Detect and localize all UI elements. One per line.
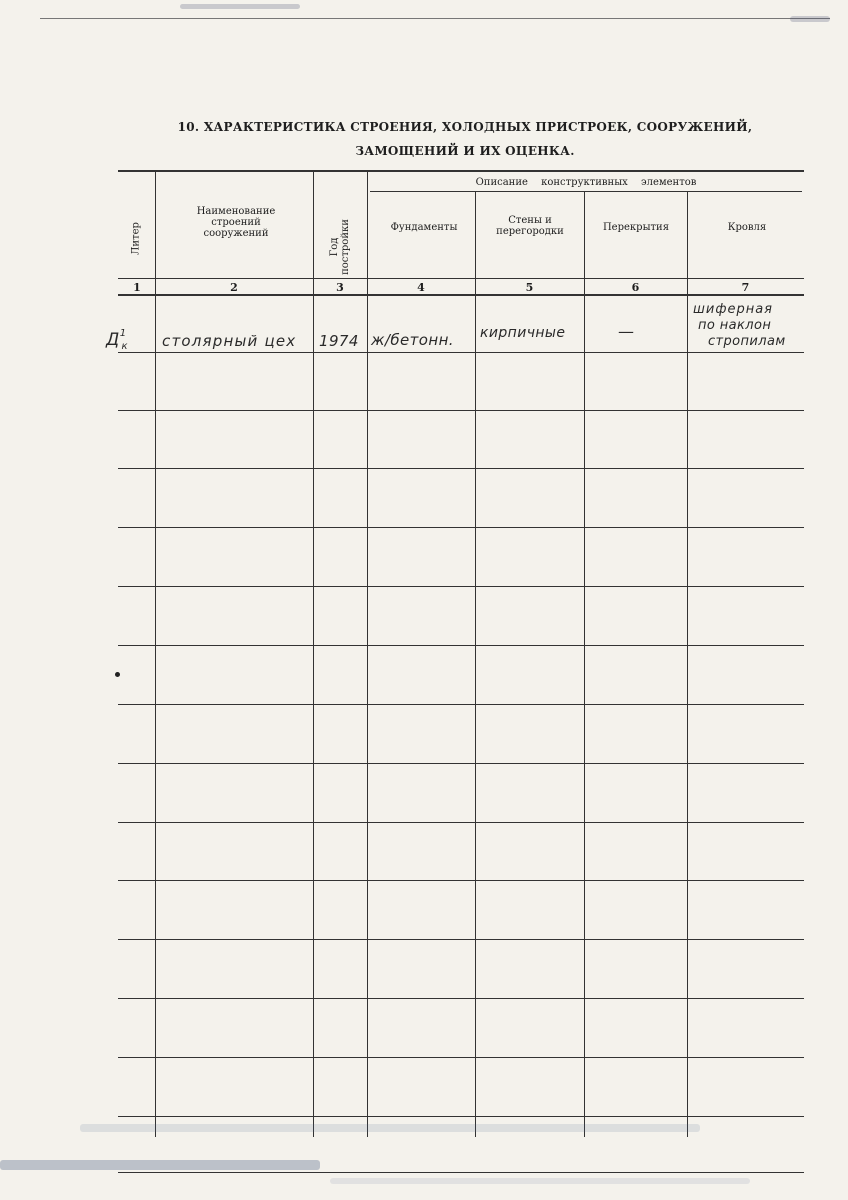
row-line: [118, 352, 804, 353]
table-top-border: [118, 170, 804, 172]
scan-top-edge-line: [40, 18, 830, 19]
section-title: 10. ХАРАКТЕРИСТИКА СТРОЕНИЯ, ХОЛОДНЫХ ПРИСТРОЕК, СООРУЖЕНИЙ,: [177, 120, 753, 134]
row-line: [118, 822, 804, 823]
header-floors: Перекрытия: [602, 222, 670, 233]
scan-dot: [115, 672, 120, 677]
column-divider-6: [687, 192, 688, 1137]
row-line: [118, 645, 804, 646]
row-line: [118, 939, 804, 940]
cell-liter: [106, 328, 156, 352]
cell-roof-line-3: стропилам: [708, 334, 786, 349]
row-line: [118, 1057, 804, 1058]
header-name: Наименование строений сооружений: [196, 206, 276, 239]
column-divider-4: [475, 192, 476, 1137]
row-line: [118, 1116, 804, 1117]
column-number-line: [118, 294, 804, 296]
cell-name: столярный цех: [162, 332, 297, 350]
liter-superscript: 1: [119, 328, 127, 339]
column-divider-5: [584, 192, 585, 1137]
row-line: [118, 468, 804, 469]
column-number-5: 5: [525, 281, 534, 294]
scan-smudge: [0, 1160, 320, 1170]
column-number-4: 4: [417, 281, 425, 294]
table-bottom-line: [118, 1172, 804, 1173]
group-header-underline: [370, 191, 802, 192]
column-divider-3: [367, 172, 368, 1137]
row-line: [118, 704, 804, 705]
cell-walls: кирпичные: [480, 325, 566, 341]
cell-roof-line-2: по наклон: [698, 318, 772, 333]
section-subtitle: ЗАМОЩЕНИЙ И ИХ ОЦЕНКА.: [355, 144, 575, 158]
cell-foundation: ж/бетонн.: [371, 331, 454, 349]
row-line: [118, 527, 804, 528]
header-walls: Стены и перегородки: [496, 215, 564, 237]
column-number-7: 7: [741, 281, 750, 294]
column-number-3: 3: [336, 281, 344, 294]
row-line: [118, 763, 804, 764]
cell-year: 1974: [319, 332, 359, 350]
column-divider-1: [155, 172, 156, 1137]
liter-subscript: к: [121, 341, 128, 352]
header-foundation: Фундаменты: [390, 222, 458, 233]
header-roof: Кровля: [727, 222, 767, 233]
column-number-1: 1: [133, 281, 141, 294]
header-liter: Литер: [130, 222, 142, 255]
row-line: [118, 998, 804, 999]
column-number-2: 2: [230, 281, 238, 294]
header-bottom-line: [118, 278, 804, 279]
row-line: [118, 410, 804, 411]
row-line: [118, 880, 804, 881]
column-number-6: 6: [631, 281, 640, 294]
liter-main: Д: [106, 330, 120, 350]
cell-roof-line-1: шиферная: [693, 302, 773, 317]
column-divider-2: [313, 172, 314, 1137]
cell-floors: —: [618, 322, 635, 341]
scan-smudge: [80, 1124, 700, 1132]
scan-smudge: [180, 4, 300, 9]
header-year: Год постройки: [329, 219, 351, 275]
scan-smudge: [790, 16, 830, 22]
row-line: [118, 586, 804, 587]
scan-smudge: [330, 1178, 750, 1184]
group-header-constructive-elements: Описание конструктивных элементов: [475, 177, 697, 188]
